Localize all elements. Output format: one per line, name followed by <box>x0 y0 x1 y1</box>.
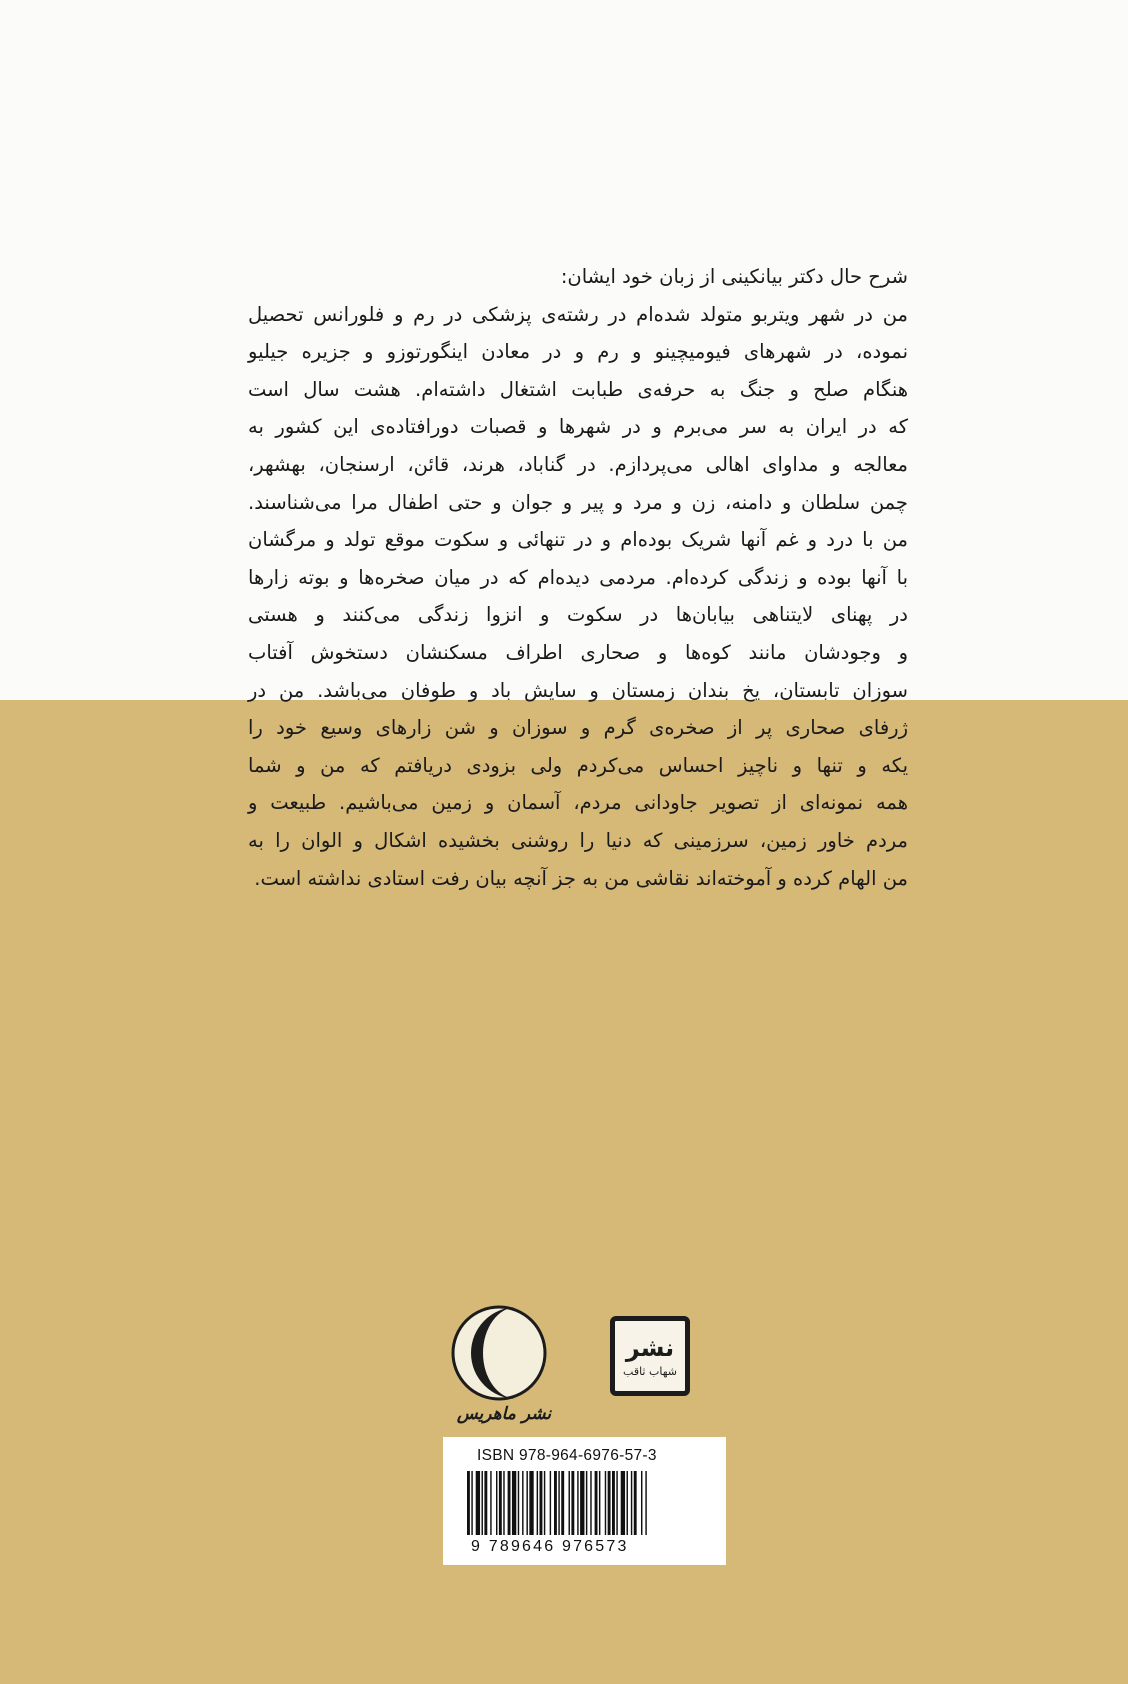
barcode-bar <box>554 1471 557 1535</box>
barcode-bar <box>484 1471 487 1535</box>
barcode-bar <box>599 1471 600 1535</box>
barcode-bar <box>595 1471 598 1535</box>
text-line: با آنها بوده و زندگی کرده‌ام. مردمی دیده‌ام که در میان صخره‌ها و بوته زارها <box>248 565 908 589</box>
barcode-bar <box>471 1471 472 1535</box>
barcode-bar <box>512 1471 516 1535</box>
text-line: در پهنای لایتناهی بیابان‌ها در سکوت و انزوا زندگی می‌کنند و هستی <box>248 603 908 627</box>
barcode-bar <box>558 1471 559 1535</box>
text-line: من الهام کرده و آموخته‌اند نقاشی من به جز آنچه بیان رفت استادی نداشته است. <box>254 866 908 890</box>
barcode-bar <box>467 1471 470 1535</box>
barcode-bar <box>550 1471 551 1535</box>
text-line: و وجودشان مانند کوه‌ها و صحاری اطراف مسکنشان دستخوش آفتاب <box>248 640 908 664</box>
isbn-barcode-box <box>443 1437 726 1565</box>
barcode-bar <box>645 1471 646 1535</box>
barcode-bar <box>544 1471 545 1535</box>
barcode-bar <box>580 1471 584 1535</box>
publisher-logos <box>440 1300 720 1440</box>
barcode-bar <box>612 1471 615 1535</box>
shahab-saqeb-logo <box>610 1316 690 1396</box>
barcode-bar <box>482 1471 483 1535</box>
text-line: هنگام صلح و جنگ به حرفه‌ی طبابت اشتغال داشته‌ام. هشت سال است <box>248 377 908 401</box>
back-cover-text <box>248 258 908 897</box>
barcode-bar <box>616 1471 617 1535</box>
barcode-bar <box>529 1471 533 1535</box>
text-line: معالجه و مداوای اهالی می‌پردازم. در گناباد، هرند، قائن، ارسنجان، بهشهر، <box>248 452 908 476</box>
barcode-bar <box>621 1471 625 1535</box>
maahris-logo <box>444 1300 554 1440</box>
maahris-caption: نشر ماهریس <box>456 1404 552 1424</box>
barcode-bar <box>508 1471 511 1535</box>
barcode-bar <box>490 1471 491 1535</box>
crescent-moon-icon <box>444 1300 554 1410</box>
shahab-logo-subtitle: شهاب ثاقب <box>623 1365 677 1378</box>
isbn-label: ISBN 978-964-6976-57-3 <box>477 1447 657 1464</box>
barcode-bar <box>634 1471 637 1535</box>
barcode-bar <box>608 1471 611 1535</box>
text-line: که در ایران به سر می‌برم و در شهرها و قصبات دورافتاده‌ی این کشور به <box>248 415 908 439</box>
text-line: ژرفای صحاری پر از صخره‌ی گرم و سوزان و شن زارهای وسیع خود را <box>248 716 908 740</box>
text-line: مردم خاور زمین، سرزمینی که دنیا را روشنی بخشیده اشکال و الوان را به <box>248 828 908 852</box>
barcode-bar <box>503 1471 504 1535</box>
text-line: من در شهر ویتربو متولد شده‌ام در رشته‌ی پزشکی در رم و فلورانس تحصیل <box>248 302 908 326</box>
text-line: سوزان تابستان، یخ بندان زمستان و سایش باد و طوفان می‌باشد. من در <box>248 678 908 702</box>
shahab-logo-title: نشر <box>625 1334 675 1362</box>
barcode-bar <box>631 1471 632 1535</box>
text-line: چمن سلطان و دامنه، زن و مرد و پیر و جوان و حتی اطفال مرا می‌شناسند. <box>248 490 908 514</box>
barcode-icon <box>463 1471 707 1537</box>
barcode-bar <box>605 1471 606 1535</box>
text-line: همه نمونه‌ای از تصویر جاودانی مردم، آسمان و زمین می‌باشیم. طبیعت و <box>248 791 908 815</box>
barcode-bar <box>561 1471 564 1535</box>
text-line: من با درد و غم آنها شریک بوده‌ام و در تنهائی و سکوت موقع تولد و مرگشان <box>248 528 908 552</box>
barcode-bar <box>540 1471 543 1535</box>
barcode-bar <box>496 1471 497 1535</box>
barcode-bar <box>522 1471 523 1535</box>
barcode-bar <box>577 1471 578 1535</box>
barcode-bar <box>569 1471 570 1535</box>
barcode-bar <box>499 1471 502 1535</box>
text-line: یکه و تنها و ناچیز احساس می‌کردم ولی بزودی دریافتم که من و شما <box>248 753 908 777</box>
barcode-bar <box>518 1471 519 1535</box>
barcode-bar <box>641 1471 642 1535</box>
barcode-bar <box>571 1471 574 1535</box>
text-line: نموده، در شهرهای فیومیچینو و رم و در معادن اینگورتوزو و جزیره جیلیو <box>248 340 908 364</box>
barcode-bar <box>537 1471 538 1535</box>
barcode-digits: 9 789646 976573 <box>471 1538 629 1555</box>
barcode-bar <box>476 1471 480 1535</box>
barcode-bar <box>627 1471 628 1535</box>
barcode-bar <box>590 1471 591 1535</box>
text-line: شرح حال دکتر بیانکینی از زبان خود ایشان: <box>560 265 908 288</box>
barcode-bar <box>586 1471 587 1535</box>
barcode-bar <box>526 1471 527 1535</box>
